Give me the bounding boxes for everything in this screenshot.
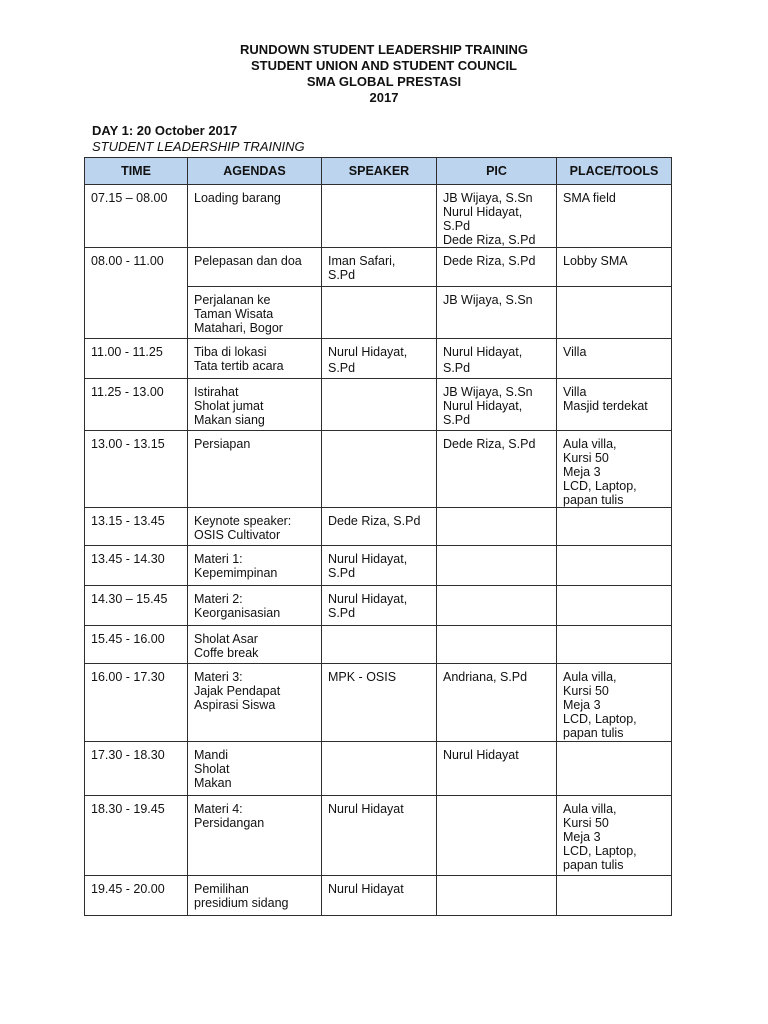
agenda-line: Tiba di lokasi: [194, 345, 267, 359]
cell-pic: [437, 508, 557, 546]
place-line: LCD, Laptop,: [563, 844, 637, 858]
time-text: 17.30 - 18.30: [91, 748, 165, 762]
cell-pic: [437, 339, 557, 379]
agenda-line: Jajak Pendapat: [194, 684, 281, 698]
cell-pic: [437, 431, 557, 508]
cell-place: [557, 664, 672, 742]
pic-line: Dede Riza, S.Pd: [443, 254, 536, 268]
pic-line: Nurul Hidayat,: [443, 345, 523, 359]
agenda-line: Sholat: [194, 762, 230, 776]
speaker-line: S.Pd: [328, 361, 356, 375]
cell-place: [557, 742, 672, 796]
pic-line: Nurul Hidayat,: [443, 205, 523, 219]
cell-speaker: [322, 796, 437, 876]
table-row: [85, 664, 672, 742]
agenda-line: Makan: [194, 776, 232, 790]
cell-speaker: [322, 586, 437, 626]
cell-agenda: [188, 248, 322, 287]
place-line: Kursi 50: [563, 684, 609, 698]
pic-line: Nurul Hidayat: [443, 748, 519, 762]
cell-pic: [437, 546, 557, 586]
column-header-time: TIME: [85, 158, 188, 185]
table-row: [85, 626, 672, 664]
cell-place: [557, 185, 672, 248]
column-header-pic: PIC: [437, 158, 557, 185]
cell-agenda: [188, 586, 322, 626]
cell-speaker: [322, 339, 437, 379]
table-row: [85, 287, 672, 339]
cell-time: [85, 796, 188, 876]
cell-speaker: [322, 626, 437, 664]
place-line: Masjid terdekat: [563, 399, 648, 413]
cell-speaker: [322, 431, 437, 508]
agenda-line: Materi 3:: [194, 670, 243, 684]
agenda-line: Kepemimpinan: [194, 566, 278, 580]
agenda-line: Tata tertib acara: [194, 359, 284, 373]
cell-agenda: [188, 742, 322, 796]
cell-place: [557, 431, 672, 508]
cell-place: [557, 379, 672, 431]
place-line: SMA field: [563, 191, 616, 205]
document-header: [0, 42, 768, 106]
cell-time: [85, 586, 188, 626]
place-line: papan tulis: [563, 726, 624, 740]
header-organization: STUDENT UNION AND STUDENT COUNCIL: [250, 58, 517, 73]
cell-pic: [437, 287, 557, 339]
place-line: Meja 3: [563, 830, 601, 844]
agenda-line: Pelepasan dan doa: [194, 254, 302, 268]
table-row: [85, 431, 672, 508]
time-text: 07.15 – 08.00: [91, 191, 168, 205]
time-text: 11.00 - 11.25: [91, 345, 163, 359]
header-school: SMA GLOBAL PRESTASI: [306, 74, 462, 89]
place-line: Aula villa,: [563, 670, 617, 684]
speaker-line: Nurul Hidayat: [328, 882, 404, 896]
time-text: 18.30 - 19.45: [91, 802, 165, 816]
agenda-line: Materi 2:: [194, 592, 243, 606]
speaker-line: MPK - OSIS: [328, 670, 397, 684]
cell-agenda: [188, 379, 322, 431]
time-text: 13.45 - 14.30: [91, 552, 165, 566]
speaker-line: S.Pd: [328, 566, 356, 580]
pic-line: S.Pd: [443, 219, 471, 233]
pic-line: JB Wijaya, S.Sn: [443, 293, 533, 307]
cell-speaker: [322, 287, 437, 339]
cell-place: [557, 626, 672, 664]
cell-speaker: [322, 664, 437, 742]
time-text: 15.45 - 16.00: [91, 632, 165, 646]
cell-speaker: [322, 876, 437, 916]
place-line: LCD, Laptop,: [563, 712, 637, 726]
cell-speaker: [322, 742, 437, 796]
time-text: 13.15 - 13.45: [91, 514, 165, 528]
cell-pic: [437, 742, 557, 796]
cell-place: [557, 586, 672, 626]
cell-agenda: [188, 626, 322, 664]
cell-agenda: [188, 185, 322, 248]
agenda-line: Aspirasi Siswa: [194, 698, 276, 712]
pic-line: S.Pd: [443, 413, 471, 427]
agenda-line: Keorganisasian: [194, 606, 281, 620]
time-text: 11.25 - 13.00: [91, 385, 164, 399]
cell-place: [557, 248, 672, 287]
agenda-line: Materi 1:: [194, 552, 243, 566]
place-line: papan tulis: [563, 858, 624, 872]
agenda-line: Persiapan: [194, 437, 251, 451]
cell-agenda: [188, 796, 322, 876]
cell-pic: [437, 626, 557, 664]
table-row: [85, 586, 672, 626]
place-line: Lobby SMA: [563, 254, 628, 268]
pic-line: Andriana, S.Pd: [443, 670, 528, 684]
cell-speaker: [322, 379, 437, 431]
agenda-line: Makan siang: [194, 413, 265, 427]
cell-agenda: [188, 876, 322, 916]
cell-time: [85, 876, 188, 916]
cell-speaker: [322, 248, 437, 287]
cell-speaker: [322, 546, 437, 586]
agenda-line: Mandi: [194, 748, 229, 762]
table-row: [85, 339, 672, 379]
time-text: 08.00 - 11.00: [91, 254, 164, 268]
speaker-line: Nurul Hidayat,: [328, 552, 408, 566]
pic-line: Nurul Hidayat,: [443, 399, 523, 413]
speaker-line: Dede Riza, S.Pd: [328, 514, 421, 528]
agenda-line: Matahari, Bogor: [194, 321, 283, 335]
day-subtitle: STUDENT LEADERSHIP TRAINING: [92, 139, 305, 154]
table-row: [85, 796, 672, 876]
table-row: [85, 742, 672, 796]
cell-speaker: [322, 508, 437, 546]
agenda-line: Sholat Asar: [194, 632, 258, 646]
cell-agenda: [188, 664, 322, 742]
place-line: Aula villa,: [563, 802, 617, 816]
cell-speaker: [322, 185, 437, 248]
day-title: DAY 1: 20 October 2017: [92, 123, 238, 138]
cell-agenda: [188, 508, 322, 546]
time-text: 16.00 - 17.30: [91, 670, 165, 684]
cell-place: [557, 546, 672, 586]
agenda-line: Materi 4:: [194, 802, 243, 816]
cell-time: [85, 339, 188, 379]
place-line: Villa: [563, 345, 587, 359]
agenda-line: Persidangan: [194, 816, 265, 830]
table-row: [85, 546, 672, 586]
header-year: 2017: [369, 90, 399, 105]
cell-place: [557, 339, 672, 379]
agenda-line: OSIS Cultivator: [194, 528, 281, 542]
cell-time: [85, 248, 188, 287]
place-line: Kursi 50: [563, 816, 609, 830]
cell-time: [85, 546, 188, 586]
cell-place: [557, 796, 672, 876]
cell-pic: [437, 248, 557, 287]
agenda-line: Keynote speaker:: [194, 514, 292, 528]
time-text: 14.30 – 15.45: [91, 592, 168, 606]
table-row: [85, 379, 672, 431]
column-header-place-tools: PLACE/TOOLS: [557, 158, 672, 185]
table-header-row: [85, 158, 672, 185]
pic-line: S.Pd: [443, 361, 471, 375]
speaker-line: Nurul Hidayat,: [328, 592, 408, 606]
cell-pic: [437, 876, 557, 916]
cell-agenda: [188, 546, 322, 586]
cell-time: [85, 742, 188, 796]
place-line: Kursi 50: [563, 451, 609, 465]
cell-pic: [437, 664, 557, 742]
speaker-line: S.Pd: [328, 606, 356, 620]
cell-pic: [437, 185, 557, 248]
cell-pic: [437, 379, 557, 431]
cell-pic: [437, 586, 557, 626]
place-line: papan tulis: [563, 493, 624, 507]
table-row: [85, 508, 672, 546]
cell-pic: [437, 796, 557, 876]
cell-place: [557, 508, 672, 546]
cell-time: [85, 379, 188, 431]
cell-time: [85, 185, 188, 248]
agenda-line: Pemilihan: [194, 882, 249, 896]
speaker-line: S.Pd: [328, 268, 356, 282]
place-line: Meja 3: [563, 698, 601, 712]
speaker-line: Nurul Hidayat: [328, 802, 404, 816]
cell-time: [85, 287, 188, 339]
agenda-line: presidium sidang: [194, 896, 289, 910]
pic-line: Dede Riza, S.Pd: [443, 437, 536, 451]
agenda-line: Sholat jumat: [194, 399, 264, 413]
place-line: Villa: [563, 385, 587, 399]
header-title: RUNDOWN STUDENT LEADERSHIP TRAINING: [240, 42, 528, 57]
pic-line: JB Wijaya, S.Sn: [443, 191, 533, 205]
cell-time: [85, 664, 188, 742]
column-header-speaker: SPEAKER: [322, 158, 437, 185]
agenda-line: Perjalanan ke: [194, 293, 271, 307]
cell-agenda: [188, 339, 322, 379]
time-text: 13.00 - 13.15: [91, 437, 165, 451]
time-text: 19.45 - 20.00: [91, 882, 165, 896]
cell-time: [85, 431, 188, 508]
speaker-line: Iman Safari,: [328, 254, 396, 268]
cell-time: [85, 508, 188, 546]
column-header-agendas: AGENDAS: [188, 158, 322, 185]
table-row: [85, 248, 672, 287]
table-row: [85, 185, 672, 248]
cell-agenda: [188, 431, 322, 508]
cell-place: [557, 876, 672, 916]
cell-agenda: [188, 287, 322, 339]
agenda-line: Loading barang: [194, 191, 281, 205]
speaker-line: Nurul Hidayat,: [328, 345, 408, 359]
agenda-line: Coffe break: [194, 646, 259, 660]
cell-time: [85, 626, 188, 664]
place-line: Aula villa,: [563, 437, 617, 451]
rundown-table: [84, 157, 672, 916]
pic-line: Dede Riza, S.Pd: [443, 233, 536, 247]
agenda-line: Istirahat: [194, 385, 239, 399]
pic-line: JB Wijaya, S.Sn: [443, 385, 533, 399]
cell-place: [557, 287, 672, 339]
agenda-line: Taman Wisata: [194, 307, 274, 321]
place-line: LCD, Laptop,: [563, 479, 637, 493]
place-line: Meja 3: [563, 465, 601, 479]
table-row: [85, 876, 672, 916]
